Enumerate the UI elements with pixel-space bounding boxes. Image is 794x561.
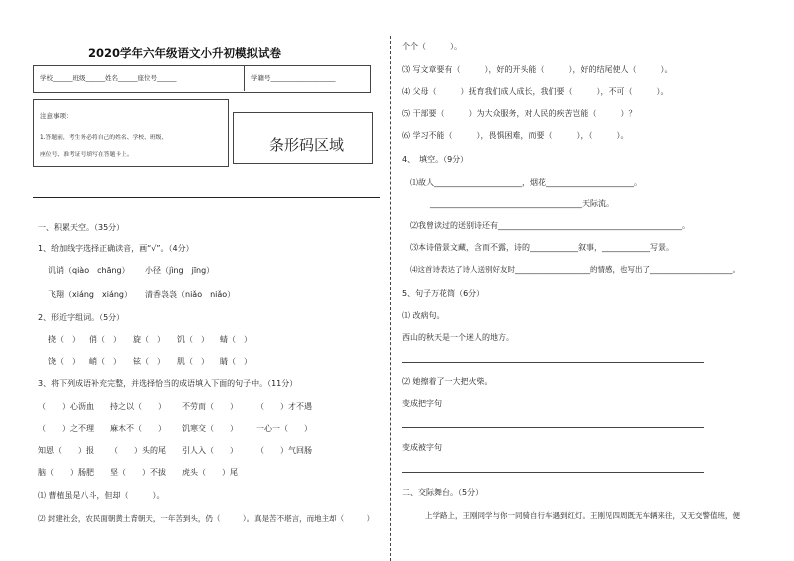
bei-sentence-label: 变成被字句 [402, 443, 442, 452]
idiom-r1-c1: （ ）心沥血 [38, 402, 94, 411]
right-q3: ⑶ 写文章要有（ ），好的开头能（ ），好的结尾使人（ ）。 [402, 65, 673, 74]
q2-row-2-c5: 睛（ ） [220, 357, 252, 366]
notice-text-2: 座位号、准考证号填写在答题卡上。 [40, 152, 133, 158]
q2-row-1-c4: 饥（ ） [177, 335, 209, 344]
q2-row-1-c5: 蜻（ ） [220, 335, 252, 344]
idiom-r1-c4: （ ）才不遇 [256, 402, 312, 411]
section-1-heading: 一、积累天空。（35分） [38, 223, 125, 232]
student-info-fields: 学校______班级______姓名______座位号______ [40, 74, 177, 82]
q1-item-2: 小径（jìng jīng） [145, 266, 215, 275]
idiom-r3-c3: 引人入（ ） [182, 446, 238, 455]
section-4-heading: 4、 填空。（9分） [402, 155, 469, 164]
right-q4: ⑷ 父母（ ）抚育我们成人成长，我们要（ ），不可（ ）。 [402, 87, 669, 96]
barcode-label: 条形码区域 [269, 136, 345, 154]
right-continuation: 个个（ ）。 [402, 42, 462, 51]
question-1: 1、给加线字选择正确读音，画“√”。（4分） [38, 244, 194, 253]
idiom-r1-c2: 持之以（ ） [110, 402, 166, 411]
ba-sentence-label: 变成把字句 [402, 399, 442, 408]
fill-1: ⑴故人______________________，烟花______________________。 [410, 178, 642, 187]
section-2-heading: 二、交际舞台。（5分） [402, 488, 484, 497]
page-title: 2020学年六年级语文小升初模拟试卷 [88, 46, 282, 60]
fill-1b: ______________________________________天际流。 [430, 199, 614, 208]
idiom-r4-c3: 虎头（ ）尾 [182, 468, 238, 477]
column-divider [390, 36, 391, 561]
answer-line-2 [402, 427, 704, 428]
sentence-1: ⑴ 改病句。 [402, 311, 445, 320]
idiom-r3-c1: 知恩（ ）报 [38, 446, 94, 455]
q2-row-2-c3: 铉（ ） [133, 357, 165, 366]
question-2: 2、形近字组词。（5分） [38, 313, 125, 322]
q1-item-4: 清香袅袅（niǎo niǎo） [145, 290, 236, 299]
q2-row-2-c4: 肌（ ） [177, 357, 209, 366]
section-5-heading: 5、句子万花筒（6分） [402, 289, 485, 298]
q2-row-1-c3: 旋（ ） [133, 335, 165, 344]
idiom-r3-c4: （ ）气回肠 [256, 446, 312, 455]
idiom-r4-c2: 坚（ ）不拔 [110, 468, 166, 477]
idiom-r2-c3: 饥寒交（ ） [182, 424, 238, 433]
q2-row-1-c1: 挠（ ） [48, 335, 80, 344]
header-divider [33, 197, 380, 198]
right-q5: ⑸ 干部要（ ）为大众服务，对人民的疾苦岂能（ ）？ [402, 109, 637, 118]
fill-4: ⑷这首诗表达了诗人送别好友时____________________的情感，也写出了______________________。 [410, 265, 740, 274]
notice-title: 注意事项： [40, 112, 73, 120]
idiom-r2-c2: 麻木不（ ） [110, 424, 166, 433]
idiom-r2-c4: 一心一（ ） [256, 424, 312, 433]
fill-3: ⑶本诗借景文藏，含而不露，诗的____________叙事，____________写景。 [410, 243, 674, 252]
q2-row-2-c1: 饶（ ） [48, 357, 80, 366]
question-3: 3、将下列成语补充完整，并选择恰当的成语填入下面的句子中。（11分） [38, 379, 298, 388]
story-text: 上学路上，王刚同学与你一同骑自行车遇到红灯。王刚见四周既无车辆来往，又无交警值班，便 [425, 511, 740, 520]
q2-row-2-c2: 峭（ ） [89, 357, 121, 366]
idiom-r3-c2: （ ）头的尾 [110, 446, 166, 455]
answer-line-3 [402, 472, 704, 473]
fill-2: ⑵我曾读过的送别诗还有______________________________________________。 [410, 221, 690, 230]
idiom-r4-c1: 脑（ ）肠肥 [38, 468, 94, 477]
idiom-r2-c1: （ ）之不理 [38, 424, 94, 433]
idiom-sentence-1: ⑴ 曹植虽是八斗，但却（ ）。 [38, 491, 165, 500]
idiom-sentence-2: ⑵ 封建社会，农民面朝黄土背朝天，一年苦到头，仍（ ）。真是苦不堪言，而地主却（ ） [38, 514, 375, 523]
answer-line-1 [402, 362, 704, 363]
notice-text-1: 1.答题前，考生务必将自己的姓名、学校、班级、 [40, 135, 168, 141]
q1-item-3: 飞翔（xiáng xiáng） [48, 290, 133, 299]
q2-row-1-c2: 俏（ ） [89, 335, 121, 344]
right-q6: ⑹ 学习不能（ ），畏惧困难，而要（ ），（ ）。 [402, 131, 629, 140]
sentence-2: ⑵ 她擦着了一大把火柴。 [402, 377, 493, 386]
student-number-field: 学籍号____________________ [251, 74, 336, 82]
q1-item-1: 讥诮（qiào chāng） [48, 266, 130, 275]
sentence-1-text: 西山的秋天是一个迷人的地方。 [402, 333, 514, 342]
info-divider [244, 65, 245, 91]
idiom-r1-c3: 不劳而（ ） [182, 402, 238, 411]
